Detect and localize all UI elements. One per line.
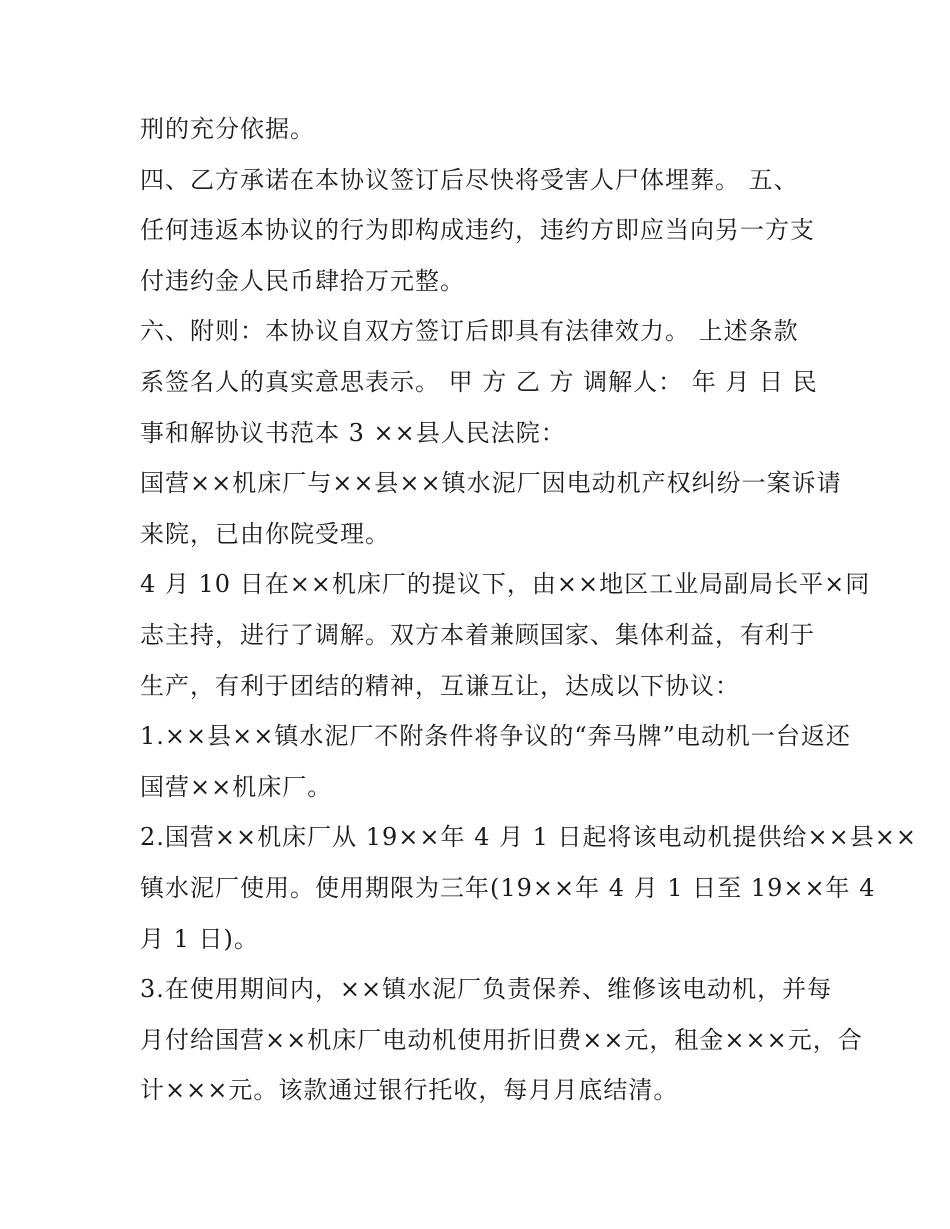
- text-line: 六、附则：本协议自双方签订后即具有法律效力。 上述条款: [140, 317, 799, 346]
- text-line: 计×××元。该款通过银行托收，每月月底结清。: [140, 1076, 679, 1105]
- text-line: 四、乙方承诺在本协议签订后尽快将受害人尸体埋葬。 五、: [140, 165, 799, 194]
- text-line: 月付给国营××机床厂电动机使用折旧费××元，租金×××元，合: [140, 1025, 863, 1054]
- text-line: 来院，已由你院受理。: [140, 519, 390, 548]
- text-line: 3.在使用期间内，××镇水泥厂负责保养、维修该电动机，并每: [140, 975, 833, 1004]
- text-line: 镇水泥厂使用。使用期限为三年(19××年 4 月 1 日至 19××年 4: [140, 873, 876, 902]
- text-line: 国营××机床厂。: [140, 772, 333, 801]
- text-line: 事和解协议书范本 3 ××县人民法院：: [140, 418, 566, 447]
- text-line: 4 月 10 日在××机床厂的提议下，由××地区工业局副局长平×同: [140, 570, 871, 599]
- text-line: 系签名人的真实意思表示。 甲 方 乙 方 调解人： 年 月 日 民: [140, 367, 818, 396]
- text-line: 1.××县××镇水泥厂不附条件将争议的“奔马牌”电动机一台返还: [140, 722, 851, 751]
- text-line: 志主持，进行了调解。双方本着兼顾国家、集体利益，有利于: [140, 620, 815, 649]
- text-line: 刑的充分依据。: [140, 115, 315, 143]
- text-line: 付违约金人民币肆拾万元整。: [140, 266, 465, 295]
- text-line: 任何违返本协议的行为即构成违约，违约方即应当向另一方支: [140, 216, 815, 245]
- text-line: 生产，有利于团结的精神，互谦互让，达成以下协议：: [140, 671, 740, 700]
- text-line: 月 1 日)。: [140, 924, 259, 953]
- text-line: 2.国营××机床厂从 19××年 4 月 1 日起将该电动机提供给××县××: [140, 823, 917, 852]
- document-body: [140, 104, 917, 1116]
- text-line: 国营××机床厂与××县××镇水泥厂因电动机产权纠纷一案诉请: [140, 469, 842, 498]
